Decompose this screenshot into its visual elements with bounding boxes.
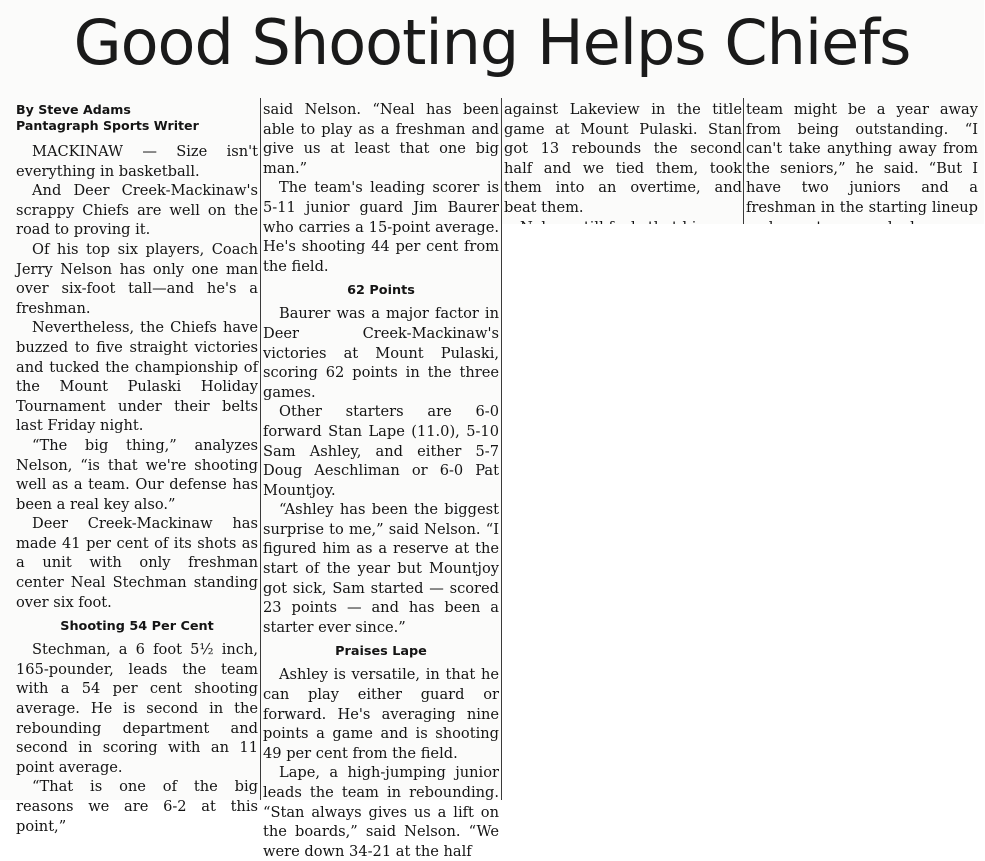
column-4 [746,100,978,224]
paragraph: Deer Creek-Mackinaw has made 41 per cent of its shots as a unit with only freshman center Neal Stechman standing over six foot. [16,515,258,611]
paragraph: said Nelson. “Neal has been able to play as a freshman and give us at least that one big man.” [263,101,499,177]
paragraph: Stechman, a 6 foot 5½ inch, 165-pounder, leads the team with a 54 per cent shooting average. He is second in the rebounding department and second in scoring with an 11 point average. [16,641,258,776]
subheading: 62 Points [347,283,415,299]
paragraph: “That is one of the big reasons we are 6-2 at this point,” [16,778,258,835]
byline-author: By Steve Adams [16,102,131,117]
paragraph: The team's leading scorer is 5-11 junior guard Jim Baurer who carries a 15-point average. He's shooting 44 per cent from the field. [263,179,499,275]
column-rule [260,98,261,800]
subheading: Praises Lape [335,644,427,660]
paragraph: against Lakeview in the title game at Mount Pulaski. Stan got 13 rebounds the second half and we tied them, took them into an overtime, and beat them. [504,101,742,216]
byline [16,102,258,134]
column-rule [743,98,744,224]
paragraph: Of his top six players, Coach Jerry Nelson has only one man over six-foot tall—and he's a freshman. [16,240,258,317]
headline: Good Shooting Helps Chiefs [73,6,911,79]
column-2 [263,100,499,860]
paragraph: Other starters are 6-0 forward Stan Lape (11.0), 5-10 Sam Ashley, and either 5-7 Doug Aeschliman or 6-0 Pat Mountjoy. [263,403,499,499]
byline-title: Pantagraph Sports Writer [16,118,199,133]
paragraph: “Ashley has been the biggest surprise to me,” said Nelson. “I figured him as a reserve at the start of the year but Mountjoy got sick, Sam started — scored 23 points — and has been a starter ever since.” [263,501,499,636]
column-3 [504,100,742,224]
paragraph: And Deer Creek-Mackinaw's scrappy Chiefs are well on the road to proving it. [16,182,258,239]
paragraph: Ashley is versatile, in that he can play either guard or forward. He's averaging nine points a game and is shooting 49 per cent from the field. [263,666,499,762]
paragraph: Baurer was a major factor in Deer Creek-Mackinaw's victories at Mount Pulaski, scoring 62 points in the three games. [263,305,499,401]
paragraph: MACKINAW — Size isn't everything in basketball. [16,143,258,180]
paragraph: team might be a year away from being outstanding. “I can't take anything away from the seniors,” he said. “But I have two juniors and a freshman in the starting lineup [746,101,978,216]
paragraph: Lape, a high-jumping junior leads the team in rebounding. “Stan always gives us a lift on the boards,” said Nelson. “We were down 34-21 at the half [263,764,499,860]
paragraph: “The big thing,” analyzes Nelson, “is that we're shooting well as a team. Our defense has been a real key also.” [16,436,258,513]
subheading: Shooting 54 Per Cent [60,619,214,635]
blank-area [501,224,985,800]
paragraph: Nevertheless, the Chiefs have buzzed to five straight victories and tucked the championship of the Mount Pulaski Holiday Tournament under their belts last Friday night. [16,319,258,435]
column-1 [16,100,258,835]
